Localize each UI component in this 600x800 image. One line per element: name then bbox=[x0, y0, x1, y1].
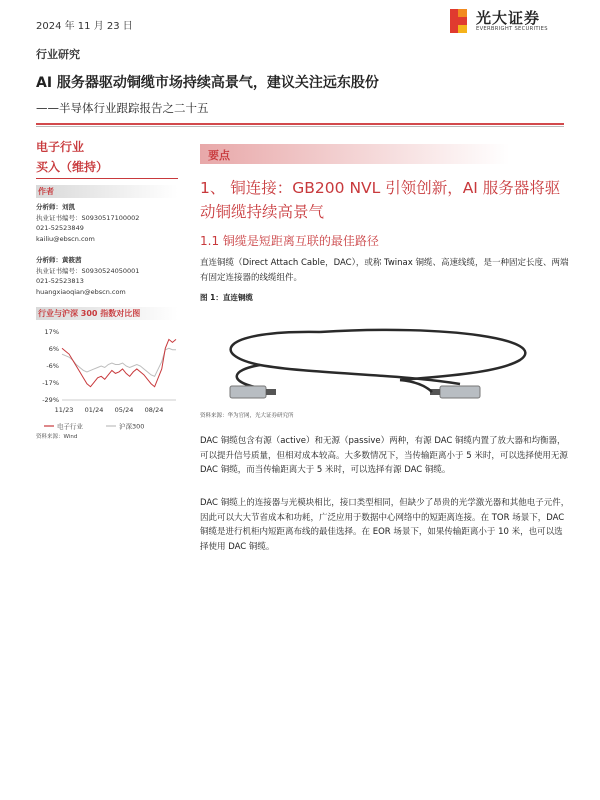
analyst-email[interactable]: huangxiaoqian@ebscn.com bbox=[36, 287, 126, 296]
analyst-phone: 021-52523813 bbox=[36, 277, 84, 285]
logo-text: 光大证券 bbox=[476, 9, 541, 27]
sidebar-divider bbox=[36, 178, 178, 179]
section-heading: 1、 铜连接：GB200 NVL 引领创新，AI 服务器将驱动铜缆持续高景气 bbox=[200, 179, 561, 221]
y-tick-label: 17% bbox=[44, 328, 59, 336]
key-points-label: 要点 bbox=[208, 149, 230, 162]
x-tick-label: 01/24 bbox=[84, 406, 104, 414]
x-tick-label: 05/24 bbox=[114, 406, 134, 414]
x-tick-label: 11/23 bbox=[54, 406, 74, 414]
analyst-phone: 021-52523849 bbox=[36, 224, 84, 232]
x-tick-label: 08/24 bbox=[144, 406, 164, 414]
header-divider-thin bbox=[36, 126, 564, 127]
connector-right bbox=[430, 386, 480, 398]
header-divider bbox=[36, 123, 564, 125]
paragraph: 直连铜缆（Direct Attach Cable，DAC），或称 Twinax 铜缆、高速线缆，是一种固定长度、两端有固定连接器的线缆组件。 bbox=[200, 258, 569, 283]
analyst-block bbox=[36, 202, 186, 244]
logo-mark-yellow bbox=[458, 25, 467, 33]
chart-source: 资料来源：Wind bbox=[36, 434, 78, 440]
report-subtitle: ——半导体行业跟踪报告之二十五 bbox=[36, 101, 209, 115]
y-tick-label: -17% bbox=[42, 379, 59, 387]
index-comparison-chart bbox=[36, 326, 186, 426]
rating-label: 买入（维持） bbox=[36, 160, 109, 174]
legend-label: 电子行业 bbox=[57, 422, 83, 431]
dac-cable-image bbox=[200, 310, 552, 408]
authors-label: 作者 bbox=[38, 187, 54, 196]
analyst-name: 分析师：黄筱茜 bbox=[36, 256, 82, 264]
analyst-license: 执业证书编号：S0930524050001 bbox=[36, 266, 140, 275]
index-chart-header bbox=[36, 307, 178, 320]
analyst-license: 执业证书编号：S0930517100002 bbox=[36, 213, 140, 222]
connector-left bbox=[230, 386, 276, 398]
paragraph: DAC 铜缆上的连接器与光模块相比，接口类型相同，但缺少了昂贵的光学激光器和其他电子元件，因此可以大大节省成本和功耗，广泛应用于数据中心网络中的短距离连接。在 TOR 场景下，DAC 铜缆是进行机柜内短距离布线的最佳选择。在 EOR 场景下，如果传输距离小于 10 米，也可以选择使用 DAC 铜缆。 bbox=[200, 498, 570, 552]
figure-caption: 图 1：直连铜缆 bbox=[200, 293, 253, 302]
series-line bbox=[62, 339, 176, 386]
report-date: 2024 年 11 月 23 日 bbox=[36, 21, 133, 32]
logo-subtext: EVERBRIGHT SECURITIES bbox=[476, 26, 548, 32]
y-tick-label: -29% bbox=[42, 396, 59, 404]
figure-source: 资料来源：华为官网，光大证券研究所 bbox=[200, 413, 294, 419]
index-chart-label: 行业与沪深 300 指数对比图 bbox=[38, 309, 141, 318]
logo-mark-red2 bbox=[458, 17, 467, 25]
chart-legend bbox=[36, 420, 186, 432]
key-points-header bbox=[200, 144, 564, 164]
legend-label: 沪深300 bbox=[119, 422, 145, 431]
y-tick-label: -6% bbox=[46, 362, 59, 370]
sector-label: 电子行业 bbox=[36, 140, 85, 154]
authors-header bbox=[36, 185, 178, 198]
logo-mark-red bbox=[450, 9, 458, 33]
analyst-block bbox=[36, 255, 186, 297]
analyst-name: 分析师：刘凯 bbox=[36, 203, 75, 211]
report-type: 行业研究 bbox=[36, 48, 80, 61]
y-tick-label: 6% bbox=[48, 345, 59, 353]
analyst-email[interactable]: kailiu@ebscn.com bbox=[36, 234, 95, 243]
paragraph: DAC 铜缆包含有源（active）和无源（passive）两种，有源 DAC 铜缆内置了放大器和均衡器，可以提升信号质量，但相对成本较高。大多数情况下，当传输距离小于 5 米时，可以选择使用无源 DAC 铜缆，而当传输距离大于 5 米时，可以选择有源 DAC 铜缆。 bbox=[200, 436, 568, 475]
logo-mark-orange bbox=[458, 9, 467, 17]
report-title: AI 服务器驱动铜缆市场持续高景气，建议关注远东股份 bbox=[36, 75, 379, 91]
subsection-heading: 1.1 铜缆是短距离互联的最佳路径 bbox=[200, 234, 379, 248]
